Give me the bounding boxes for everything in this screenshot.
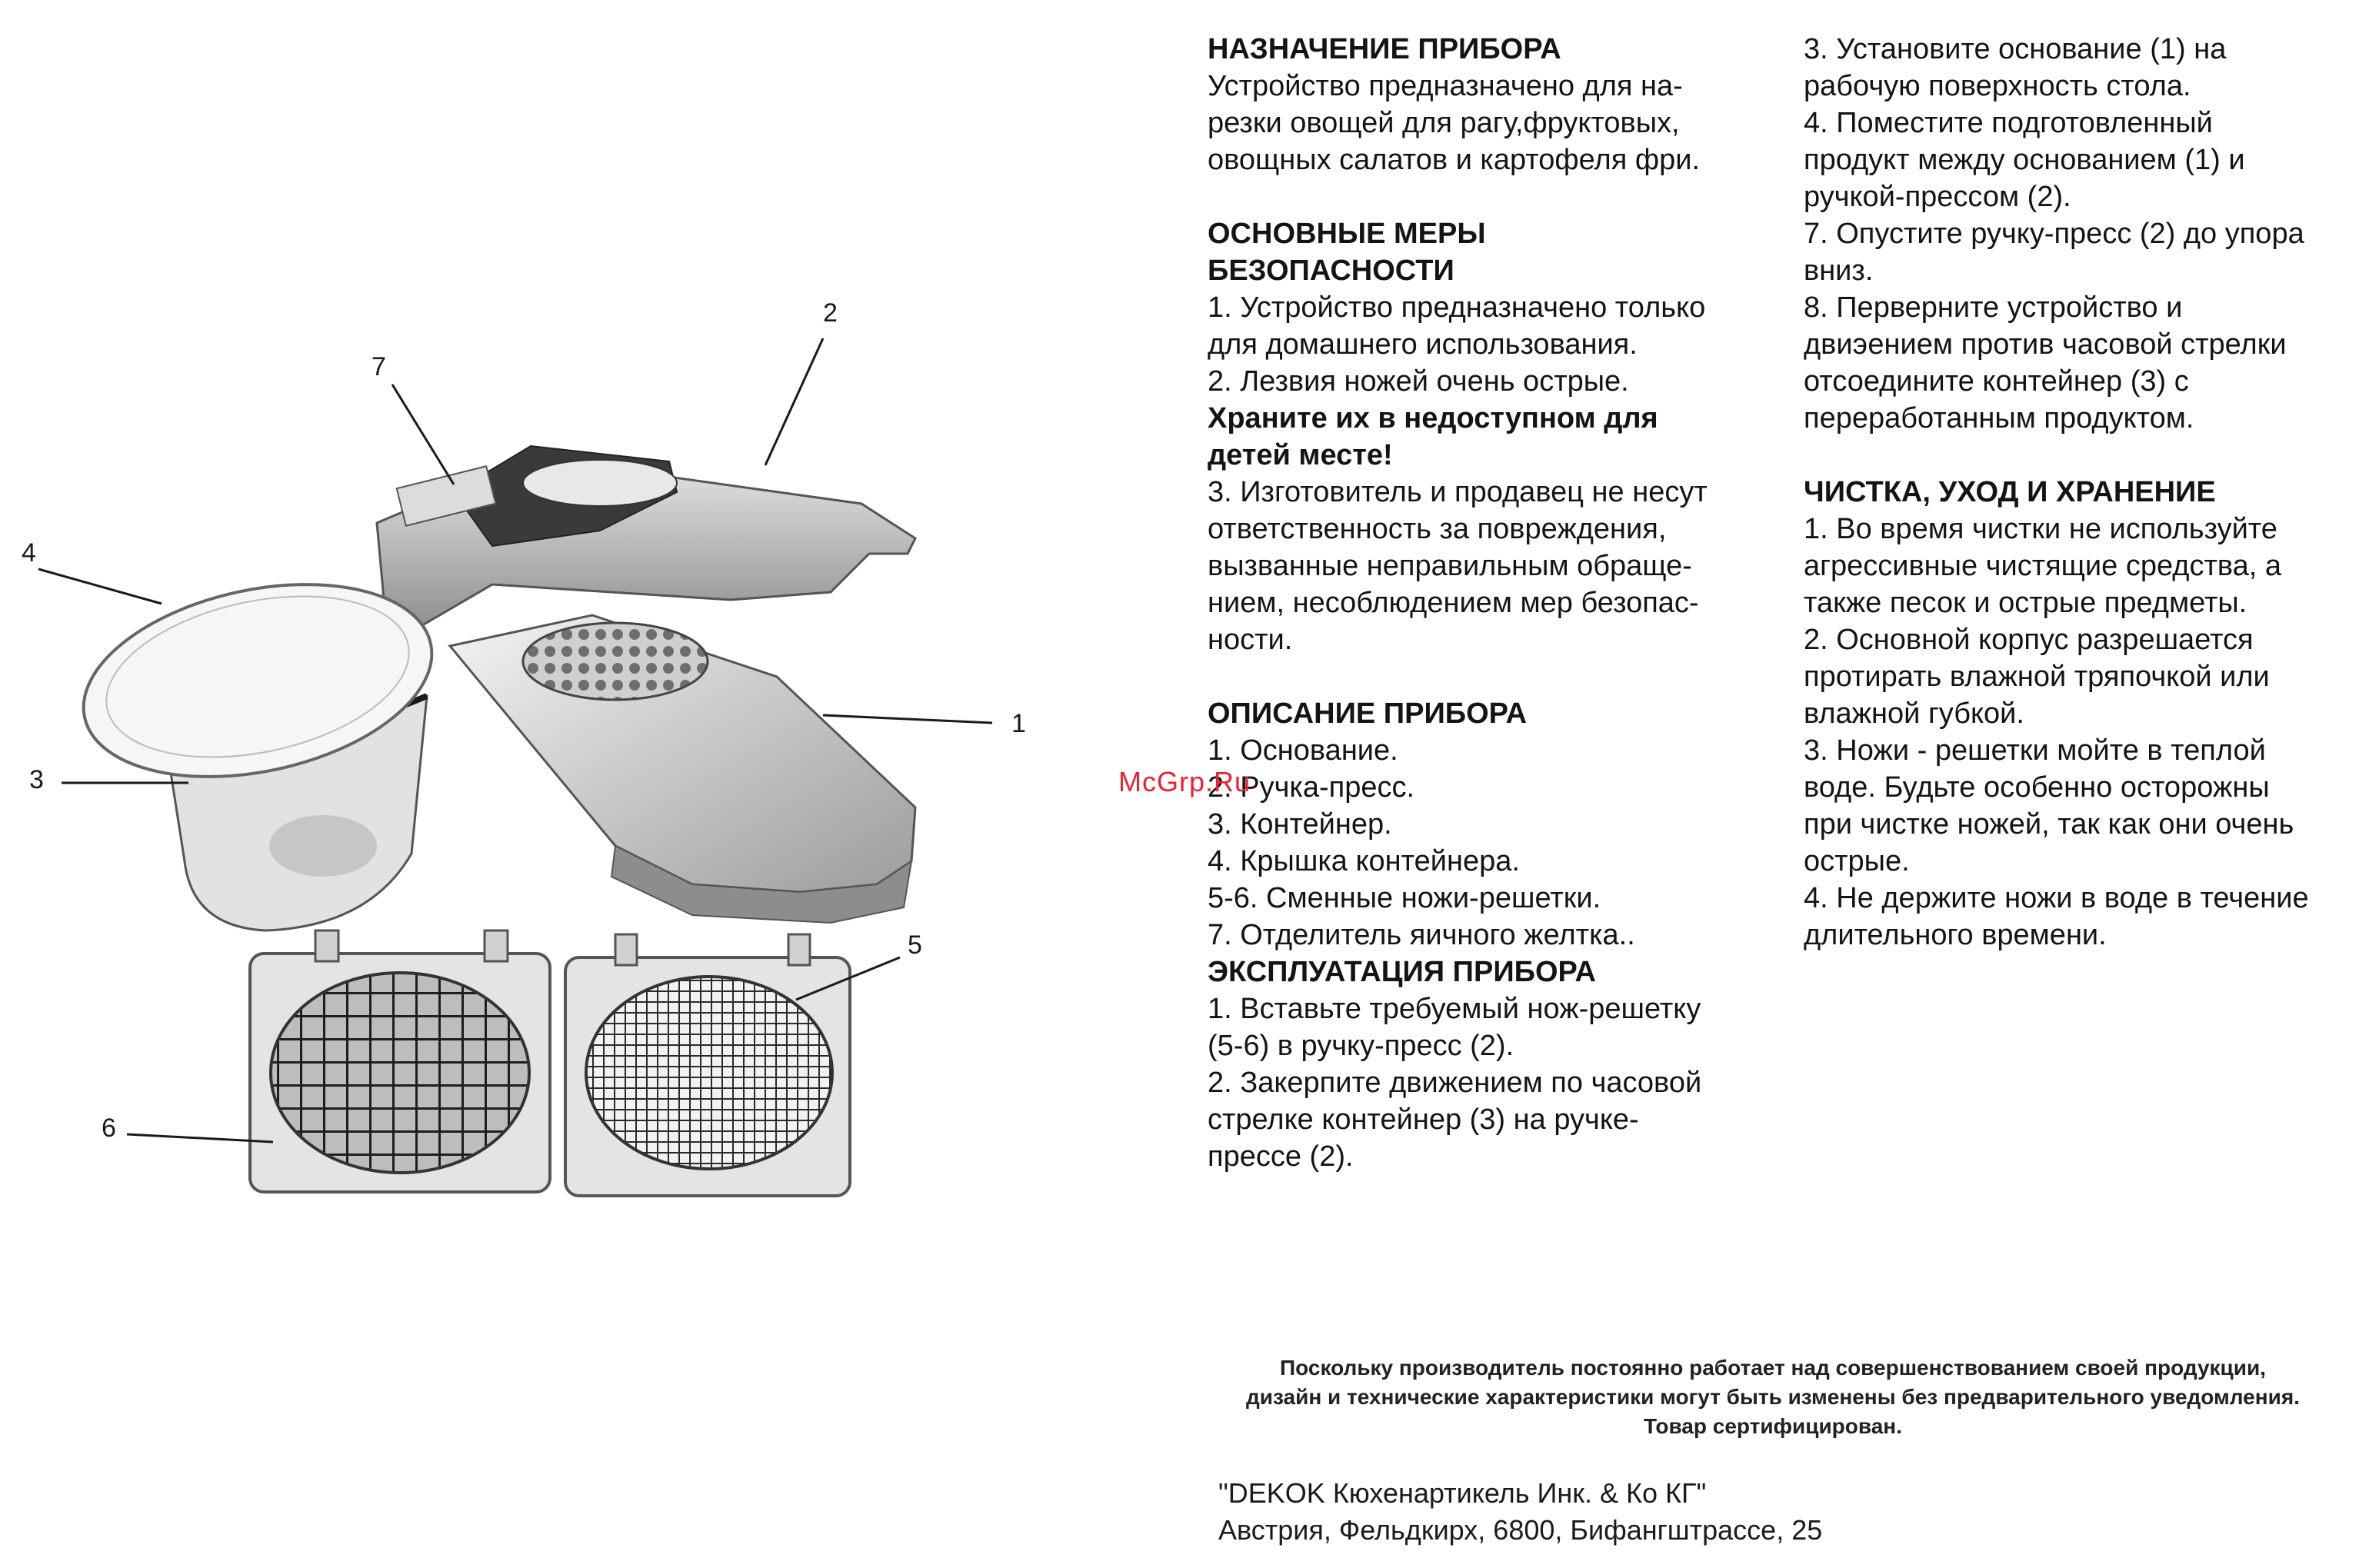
operation-line: 7. Опустите ручку-пресс (2) до упора <box>1804 218 2304 250</box>
cleaning-line: воде. Будьте особенно осторожны <box>1804 771 2270 804</box>
watermark-text: McGrp.Ru <box>1118 766 1251 797</box>
callout-7: 7 <box>372 352 386 381</box>
cleaning-line: влажной губкой. <box>1804 697 2024 730</box>
callout-1: 1 <box>1011 709 1026 738</box>
blade-grid-fine <box>565 934 850 1196</box>
text-column-left <box>1208 31 1808 1175</box>
safety-heading-2: БЕЗОПАСНОСТИ <box>1208 255 1454 287</box>
description-item: 5-6. Сменные ножи-решетки. <box>1208 882 1601 914</box>
operation-line: ручкой-прессом (2). <box>1804 181 2071 213</box>
operation-line: 8. Перверните устройство и <box>1804 291 2183 324</box>
blade-grid-coarse <box>250 930 550 1192</box>
cleaning-line: 3. Ножи - решетки мойте в теплой <box>1804 734 2266 767</box>
operation-line: прессе (2). <box>1208 1140 1354 1173</box>
cleaning-line: агрессивные чистящие средства, а <box>1804 550 2282 582</box>
cleaning-line: 2. Основной корпус разрешается <box>1804 624 2254 656</box>
description-item: 4. Крышка контейнера. <box>1208 845 1520 877</box>
press-handle-part <box>377 446 915 638</box>
description-item: 3. Контейнер. <box>1208 808 1392 841</box>
cleaning-line: острые. <box>1804 845 1910 877</box>
safety-line: ответственность за повреждения, <box>1208 513 1667 545</box>
safety-line: 2. Лезвия ножей очень острые. <box>1208 365 1629 398</box>
operation-line: 3. Установите основание (1) на <box>1804 33 2227 65</box>
cleaning-heading: ЧИСТКА, УХОД И ХРАНЕНИЕ <box>1804 476 2216 508</box>
product-illustration <box>0 0 1077 1568</box>
disclaimer <box>1188 1353 2357 1441</box>
callout-3: 3 <box>29 765 44 794</box>
cleaning-line: при чистке ножей, так как они очень <box>1804 808 2294 841</box>
description-heading: ОПИСАНИЕ ПРИБОРА <box>1208 697 1528 730</box>
safety-warning: Храните их в недоступном для <box>1208 402 1658 434</box>
operation-line: продукт между основанием (1) и <box>1804 144 2245 176</box>
purpose-line: овощных салатов и картофеля фри. <box>1208 144 1701 176</box>
purpose-line: резки овощей для рагу,фруктовых, <box>1208 107 1680 139</box>
purpose-line: Устройство предназначено для на- <box>1208 70 1683 102</box>
safety-heading: ОСНОВНЫЕ МЕРЫ <box>1208 218 1486 250</box>
disclaimer-line: Товар сертифицирован. <box>1644 1414 1902 1438</box>
operation-line: стрелке контейнер (3) на ручке- <box>1208 1104 1639 1136</box>
callout-2: 2 <box>823 298 838 328</box>
purpose-heading: НАЗНАЧЕНИЕ ПРИБОРА <box>1208 33 1561 65</box>
cleaning-line: 4. Не держите ножи в воде в течение <box>1804 882 2309 914</box>
cleaning-line: протирать влажной тряпочкой или <box>1804 661 2270 693</box>
company-info <box>1218 1475 2295 1549</box>
operation-line: 1. Вставьте требуемый нож-решетку <box>1208 993 1701 1025</box>
operation-line: вниз. <box>1804 255 1874 287</box>
callout-5: 5 <box>908 930 922 960</box>
company-name: "DEKOK Кюхенартикель Инк. & Ко КГ" <box>1218 1477 1707 1509</box>
callout-6: 6 <box>102 1114 116 1143</box>
cleaning-line: 1. Во время чистки не используйте <box>1804 513 2277 545</box>
text-column-right <box>1804 31 2373 954</box>
cleaning-line: также песок и острые предметы. <box>1804 587 2247 619</box>
operation-line: 4. Поместите подготовленный <box>1804 107 2213 139</box>
company-address: Австрия, Фельдкирх, 6800, Бифангштрассе, 25 <box>1218 1514 1823 1546</box>
base-part <box>450 615 915 923</box>
operation-line: 2. Закерпите движением по часовой <box>1208 1067 1702 1099</box>
cleaning-line: длительного времени. <box>1804 919 2107 951</box>
description-item: 7. Отделитель яичного желтка.. <box>1208 919 1635 951</box>
safety-line: нием, несоблюдением мер безопас- <box>1208 587 1699 619</box>
description-item: 1. Основание. <box>1208 734 1398 767</box>
safety-line: вызванные неправильным обраще- <box>1208 550 1692 582</box>
operation-line: рабочую поверхность стола. <box>1804 70 2191 102</box>
operation-line: двиэением против часовой стрелки <box>1804 328 2287 361</box>
operation-line: переработанным продуктом. <box>1804 402 2194 434</box>
operation-line: (5-6) в ручку-пресс (2). <box>1208 1030 1514 1062</box>
safety-line: для домашнего использования. <box>1208 328 1638 361</box>
description-item: 2. Ручка-пресс. <box>1208 771 1415 804</box>
safety-line: ности. <box>1208 624 1293 656</box>
operation-line: отсоедините контейнер (3) с <box>1804 365 2189 398</box>
callout-4: 4 <box>22 538 36 568</box>
disclaimer-line: дизайн и технические характеристики могут быть изменены без предварительного уведомления. <box>1246 1385 2300 1409</box>
safety-line: 1. Устройство предназначено только <box>1208 291 1706 324</box>
operation-heading: ЭКСПЛУАТАЦИЯ ПРИБОРА <box>1208 956 1596 988</box>
safety-line: 3. Изготовитель и продавец не несут <box>1208 476 1708 508</box>
safety-warning: детей месте! <box>1208 439 1393 471</box>
disclaimer-line: Поскольку производитель постоянно работает над совершенствованием своей продукции, <box>1280 1356 2266 1380</box>
